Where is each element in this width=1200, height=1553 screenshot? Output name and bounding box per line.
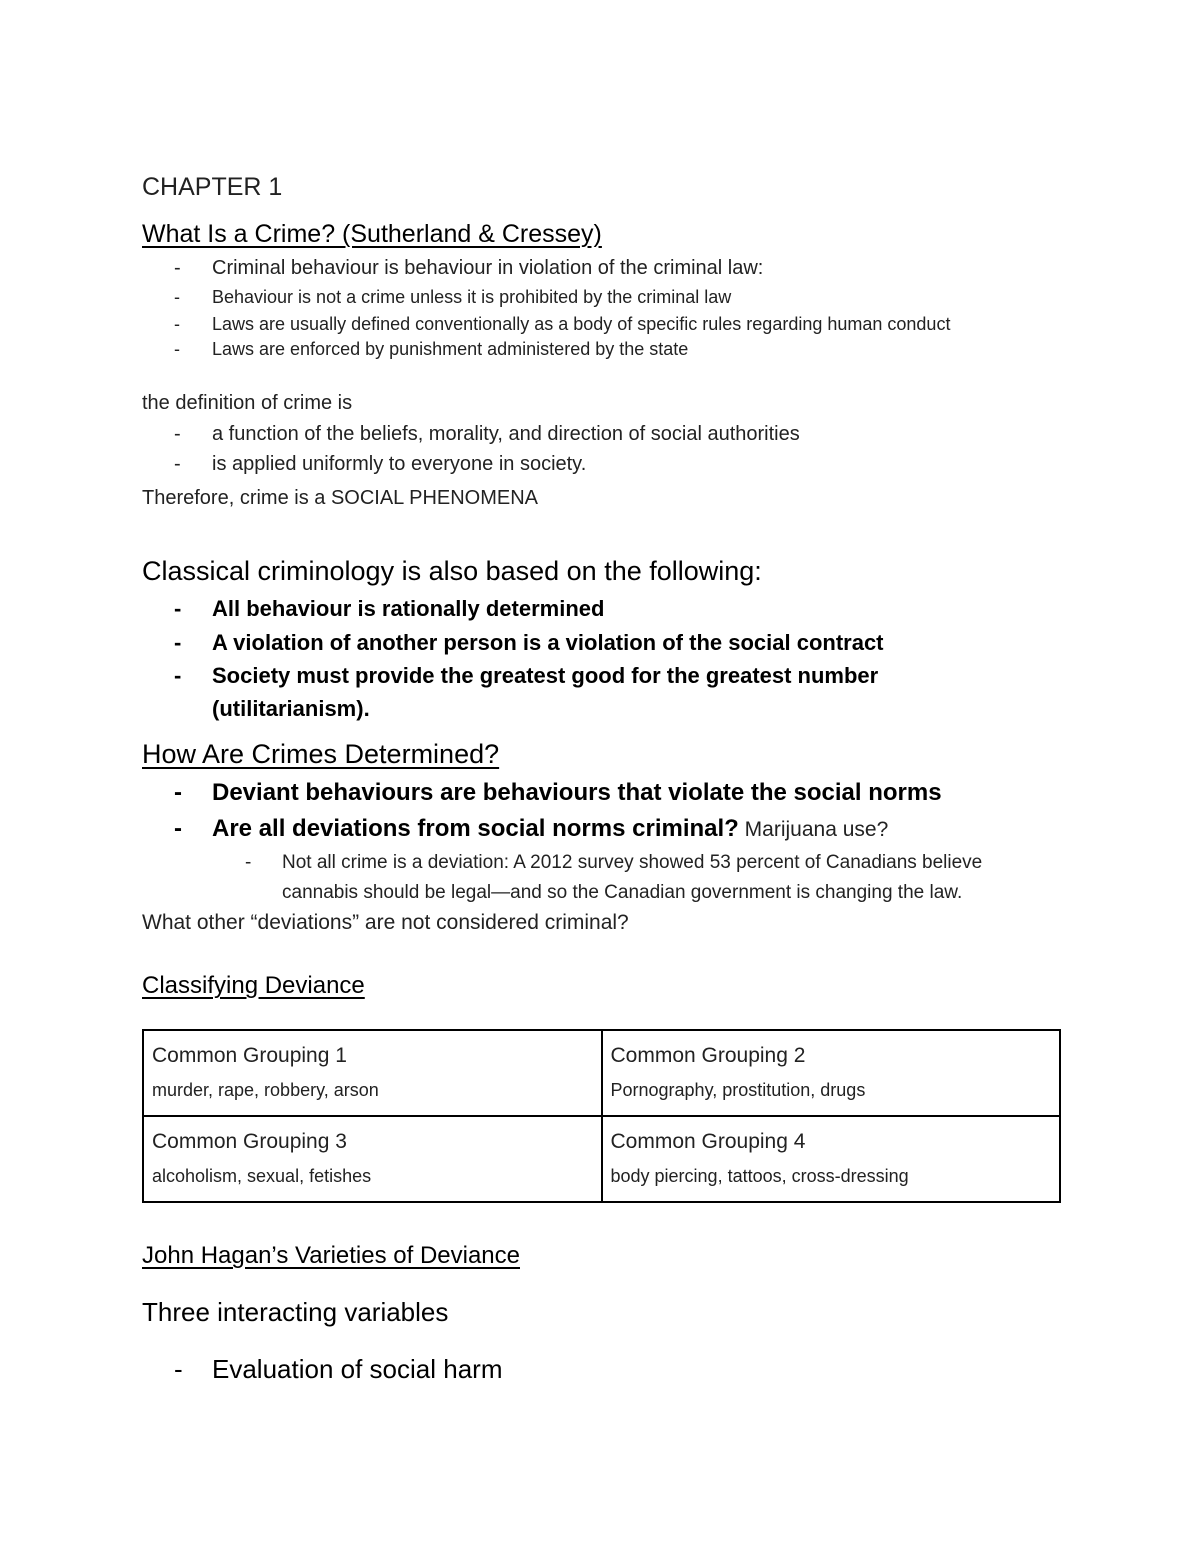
dash-bullet: - (174, 314, 180, 334)
list-item (142, 311, 950, 338)
dash-bullet: - (174, 453, 181, 475)
cell-items: Pornography, prostitution, drugs (610, 1080, 866, 1100)
dash-bullet: - (174, 630, 182, 655)
list-item-text: All behaviour is rationally determined (212, 596, 605, 621)
hagan-list (142, 1352, 502, 1388)
section-heading-how-determined: How Are Crimes Determined? (142, 739, 500, 769)
table-row (143, 1030, 1060, 1116)
cell-items: alcoholism, sexual, fetishes (152, 1166, 372, 1186)
list-item-continuation (142, 879, 982, 907)
list-item (142, 813, 942, 849)
table-cell (602, 1030, 1061, 1116)
dash-bullet: - (174, 779, 182, 806)
list-item (142, 849, 982, 879)
section-heading-classifying: Classifying Deviance (142, 972, 365, 999)
list-item-text: Laws are enforced by punishment administered by the state (212, 339, 689, 359)
dash-bullet: - (174, 257, 181, 279)
definition-intro: the definition of crime is (142, 392, 353, 414)
hagan-subheading: Three interacting variables (142, 1297, 449, 1327)
list-item (142, 421, 800, 451)
list-item-text: Deviant behaviours are behaviours that violate the social norms (212, 779, 942, 806)
list-item (142, 1352, 502, 1388)
list-item-text: Laws are usually defined conventionally as a body of specific rules regarding human conduct (212, 314, 951, 334)
list-item (142, 284, 950, 311)
section-heading-what-is-crime: What Is a Crime? (Sutherland & Cressey) (142, 220, 602, 248)
list-item-text: Criminal behaviour is behaviour in violation of the criminal law: (212, 257, 764, 279)
dash-bullet: - (174, 596, 182, 621)
deviance-table (142, 1029, 1061, 1203)
definition-list (142, 421, 800, 481)
list-item-text: A violation of another person is a violation of the social contract (212, 630, 884, 655)
list-item-continuation (142, 694, 884, 727)
chapter-title: CHAPTER 1 (142, 173, 283, 201)
cell-items: murder, rape, robbery, arson (152, 1080, 379, 1100)
dash-bullet: - (174, 339, 180, 359)
table-cell (143, 1116, 602, 1202)
determined-sublist (142, 849, 982, 907)
dash-bullet: - (174, 663, 182, 688)
dash-bullet: - (245, 852, 252, 873)
list-item-text: is applied uniformly to everyone in society. (212, 453, 587, 475)
list-item (142, 777, 942, 813)
followup-question: What other “deviations” are not considered criminal? (142, 911, 629, 934)
section-heading-hagan: John Hagan’s Varieties of Deviance (142, 1242, 520, 1269)
list-item-text: a function of the beliefs, morality, and direction of social authorities (212, 423, 800, 445)
determined-list (142, 777, 942, 849)
list-item-aside: Marijuana use? (738, 818, 889, 841)
list-item-text: Behaviour is not a crime unless it is prohibited by the criminal law (212, 287, 732, 307)
list-item-text: Evaluation of social harm (212, 1354, 503, 1384)
table-cell (143, 1030, 602, 1116)
list-item (142, 628, 884, 661)
section-heading-classical: Classical criminology is also based on the following: (142, 556, 762, 586)
table-cell (602, 1116, 1061, 1202)
cell-title: Common Grouping 1 (152, 1044, 347, 1067)
cell-items: body piercing, tattoos, cross-dressing (610, 1166, 909, 1186)
list-item (142, 661, 884, 694)
crime-definition-list (142, 255, 950, 365)
list-item (142, 451, 800, 481)
cell-title: Common Grouping 3 (152, 1130, 347, 1153)
list-item-text: Are all deviations from social norms criminal? (212, 815, 739, 842)
dash-bullet: - (174, 287, 180, 307)
list-item (142, 594, 884, 628)
classical-list (142, 594, 884, 727)
list-item-text: (utilitarianism). (212, 696, 370, 721)
table-row (143, 1116, 1060, 1202)
list-item-text: Not all crime is a deviation: A 2012 survey showed 53 percent of Canadians believe (282, 852, 983, 873)
list-item (142, 255, 950, 284)
dash-bullet: - (174, 423, 181, 445)
dash-bullet: - (174, 1354, 183, 1384)
cell-title: Common Grouping 2 (610, 1044, 806, 1067)
dash-bullet: - (174, 815, 182, 842)
list-item (142, 338, 950, 365)
list-item-text: cannabis should be legal—and so the Canadian government is changing the law. (282, 882, 963, 903)
definition-conclusion: Therefore, crime is a SOCIAL PHENOMENA (142, 487, 539, 509)
cell-title: Common Grouping 4 (610, 1130, 806, 1153)
list-item-text: Society must provide the greatest good for the greatest number (212, 663, 879, 688)
